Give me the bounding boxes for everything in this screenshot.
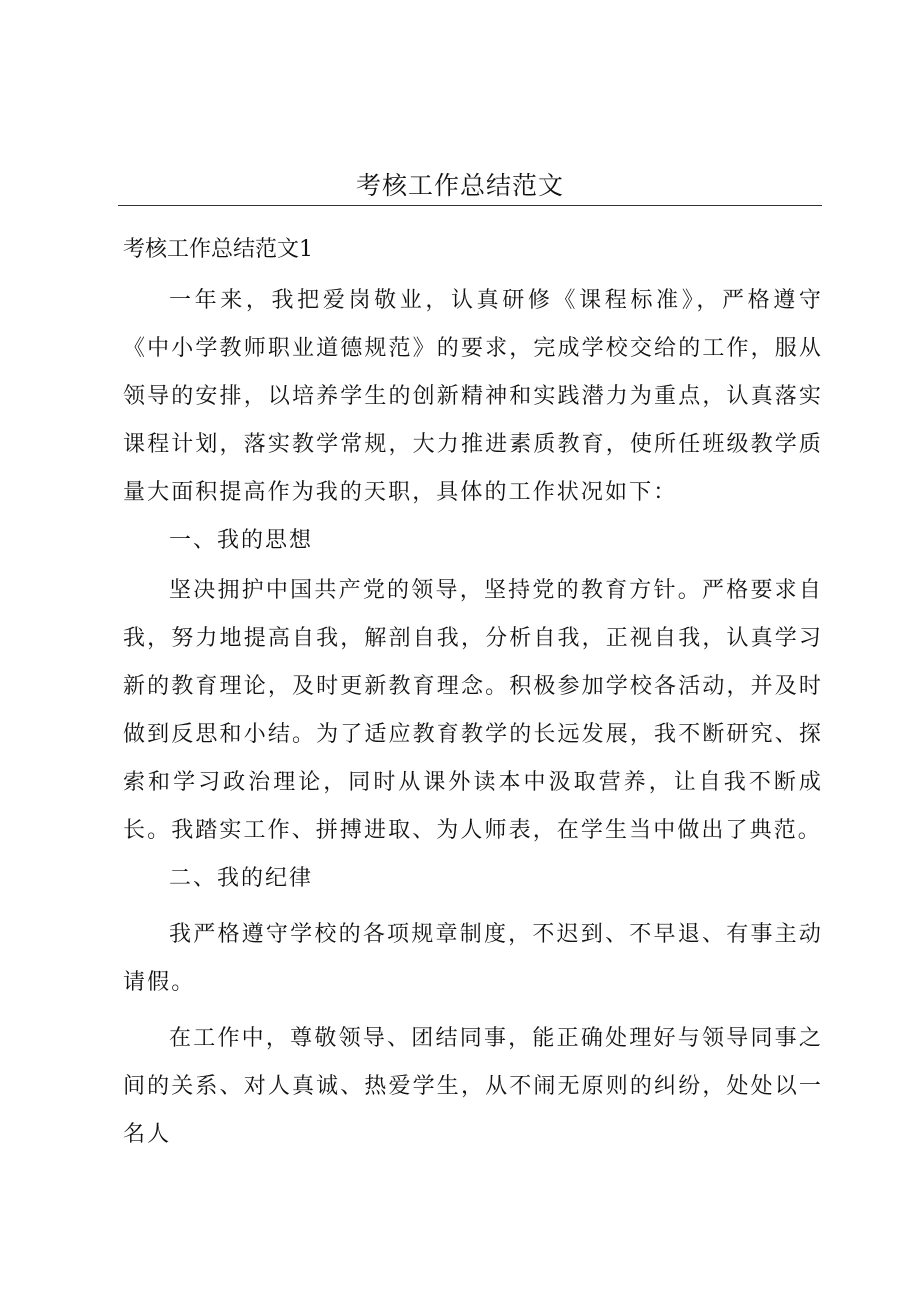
work-paragraph: 在工作中，尊敬领导、团结同事，能正确处理好与领导同事之间的关系、对人真诚、热爱学生，从不闹无原则的纠纷，处处以一名人 bbox=[123, 1026, 823, 1147]
document-title: 考核工作总结范文 bbox=[355, 171, 564, 200]
heading-thoughts: 一、我的思想 bbox=[169, 528, 314, 553]
discipline-paragraph: 我严格遵守学校的各项规章制度，不迟到、不早退、有事主动请假。 bbox=[123, 922, 823, 995]
thoughts-paragraph: 坚决拥护中国共产党的领导，坚持党的教育方针。严格要求自我，努力地提高自我，解剖自我，分析自我，正视自我，认真学习新的教育理论，及时更新教育理念。积极参加学校各活动，并及时做到反思和小结。为了适应教育教学的长远发展，我不断研究、探索和学习政治理论，同时从课外读本中汲取营养，让自我不断成长。我踏实工作、拼搏进取、为人师表，在学生当中做出了典范。 bbox=[123, 578, 823, 843]
title-underline bbox=[118, 205, 822, 206]
intro-paragraph: 一年来，我把爱岗敬业，认真研修《课程标准》，严格遵守《中小学教师职业道德规范》的要求，完成学校交给的工作，服从领导的安排，以培养学生的创新精神和实践潜力为重点，认真落实课程计划，落实教学常规，大力推进素质教育，使所任班级教学质量大面积提高作为我的天职，具体的工作状况如下： bbox=[123, 288, 823, 505]
document-body bbox=[123, 225, 823, 1159]
heading-discipline: 二、我的纪律 bbox=[169, 866, 314, 891]
section-subtitle: 考核工作总结范文1 bbox=[123, 237, 313, 262]
